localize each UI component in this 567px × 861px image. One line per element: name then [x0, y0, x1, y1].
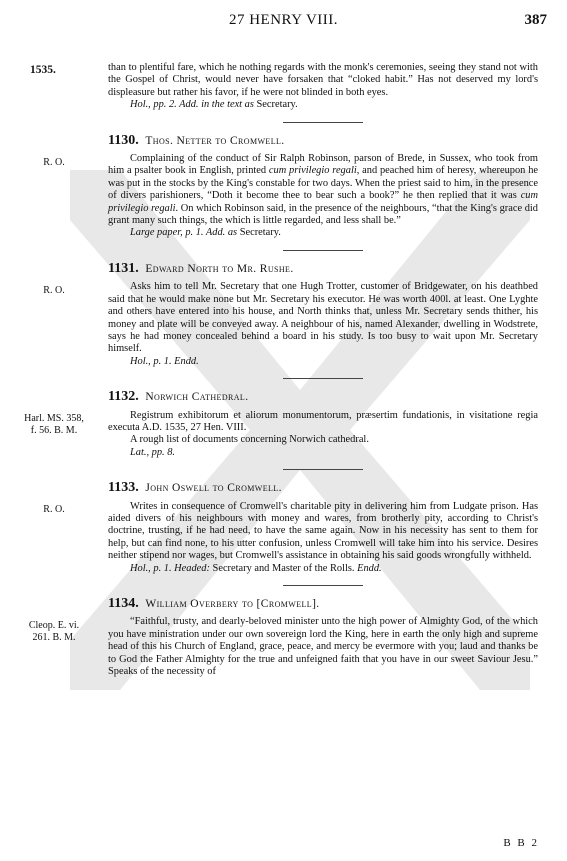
body-part: Complaining of the conduct of Sir Ralph Robinson, parson of Brede, in Sussex, who took from him a psalter book in English, printed [108, 153, 538, 177]
margin-reference: Cleop. E. vi. 261. B. M. [28, 620, 80, 643]
citation-plain: Secretary. [256, 99, 298, 111]
citation-italic: Endd. [357, 562, 382, 574]
entry-title: John Oswell to Cromwell. [145, 482, 282, 495]
margin-reference: R. O. [43, 284, 65, 296]
entry-1130 [43, 132, 539, 240]
page-number: 387 [524, 12, 547, 28]
citation-plain: Secretary and Master of the Rolls. [212, 562, 355, 574]
entry-body [108, 153, 538, 227]
divider [283, 469, 363, 470]
divider [283, 122, 363, 123]
citation-italic: Large paper, p. 1. Add. as [130, 227, 238, 239]
entry-number: 1134. [108, 596, 139, 611]
margin-reference: R. O. [43, 504, 65, 516]
entry-1133 [43, 480, 538, 575]
continuation-text: than to plentiful fare, which he nothing regards with the monk's ceremonies, seeing they stand not with the Gospel of Christ, would never have forsaken that “cloked habit.” Has not deserved my lord's displeasure but rather his favor, if he were not blinded in both eyes. [108, 62, 538, 98]
entry-body: “Faithful, trusty, and dearly-beloved minister unto the high power of Almighty God, of the which you have ministration under our own sovereign lord the King, here in earth the only high and supreme head of this his Church of England, grace, peace, and mercy be evermore with you; laud and thanks be to God the Father Almighty for the true and unfeigned faith that you have in our sweet Saviour Jesu.” Speaks of the necessity of [108, 616, 538, 678]
entry-number: 1131. [108, 260, 139, 276]
entry-title: Thos. Netter to Cromwell. [145, 134, 285, 147]
entry-number: 1132. [108, 389, 139, 405]
entry-citation [108, 563, 538, 575]
margin-reference: R. O. [43, 156, 65, 168]
continuation-entry [108, 62, 538, 112]
signature-mark: B B 2 [503, 837, 539, 849]
entry-body: Registrum exhibitorum et aliorum monumentorum, præsertim fundationis, in visitatione regia executa A.D. 1535, 27 Hen. VIII. [108, 409, 538, 433]
body-latin: cum privilegio regali [108, 190, 538, 214]
running-header [0, 12, 567, 34]
entry-heading [108, 132, 538, 148]
entry-title: Edward North to Mr. Rushe. [145, 262, 294, 275]
divider [283, 250, 363, 251]
entry-title: Norwich Cathedral. [145, 391, 249, 404]
entry-body: Writes in consequence of Cromwell's charitable pity in delivering him from Ludgate prison. Has aided divers of his neighbours with money and wares, from brotherly pity, according to Christ's doctrine, trusting, if he had need, to have the same again. Now in his necessity has sent to them for help, but can find none, to his utter confusion, unless Cromwell will take him into his service. Desires neither stipend nor wages, but Cromwell's assistance in obtaining his said goods wrongfully withheld. [108, 500, 538, 562]
citation-italic: Hol., pp. 2. Add. in the text as [130, 99, 254, 111]
entry-title: William Overbery to [Cromwell]. [145, 598, 320, 610]
main-text [24, 62, 539, 678]
entry-heading [108, 260, 538, 276]
entry-number: 1133. [108, 480, 139, 496]
continuation-citation [108, 99, 538, 111]
citation-italic: Hol., p. 1. Headed: [130, 562, 210, 574]
year-marker: 1535. [30, 64, 56, 76]
entry-citation [108, 227, 538, 239]
header-title: 27 HENRY VIII. [228, 12, 339, 28]
body-latin: cum privilegio regali [268, 165, 357, 177]
body-part: . On which Robinson said, in the presence of the neighbours, “that the King's grace did grant many such things, the which is little regarded, and less shall be.” [108, 202, 539, 227]
citation-plain: Secretary. [239, 227, 281, 239]
entry-note: A rough list of documents concerning Norwich cathedral. [130, 434, 369, 446]
entry-heading [108, 598, 538, 611]
divider [283, 378, 363, 379]
entry-heading [108, 482, 538, 495]
entry-1132 [24, 389, 538, 459]
entry-heading [108, 391, 538, 404]
body-part: , and peached him of heresy, whereupon he was put in the stocks by the King's constable for two days. When the priest said to him, in the presence of divers parishioners, “Doth it become thee to bear such a book?” he then replied that it was [108, 165, 538, 202]
entry-citation: Hol., p. 1. Endd. [130, 355, 199, 367]
divider [283, 585, 363, 586]
entry-1131 [43, 260, 538, 368]
entry-1134 [28, 596, 538, 678]
entry-citation: Lat., pp. 8. [130, 446, 176, 458]
margin-reference: Harl. MS. 358, f. 56. B. M. [24, 413, 84, 436]
entry-number: 1130. [108, 132, 139, 148]
entry-body: Asks him to tell Mr. Secretary that one Hugh Trotter, customer of Bridgewater, on his deathbed said that he would make none but Mr. Secretary his executor. He was worth 400l. at least. One Lyghte and others have entered into his house, and North thinks that, unless Mr. Secretary sends thither, his money and plate will be conveyed away. A neighbour of his, named Alexander, dwelling in Wodstrete, says he had money concealed behind a board in his study. Is too busy to wait upon Mr. Secretary himself. [108, 281, 538, 355]
